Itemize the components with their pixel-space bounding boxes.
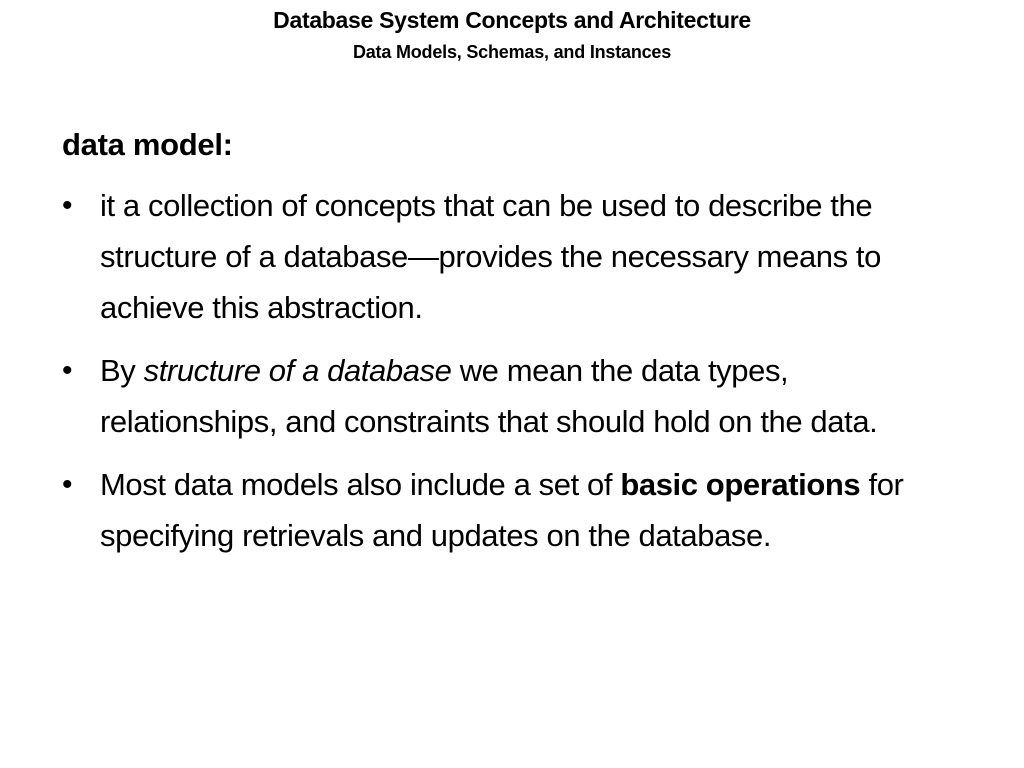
bullet-icon: •: [62, 468, 73, 501]
slide-subtitle: Data Models, Schemas, and Instances: [352, 42, 672, 62]
bullet-icon: •: [62, 354, 73, 387]
slide-header: [0, 6, 1024, 64]
bullet-item-3: [62, 459, 962, 561]
bullet-text-suffix: we mean the data types, relationships, and constraints that should hold on the data.: [100, 353, 878, 439]
bullet-text-emphasis: structure of a database: [143, 353, 452, 388]
bullet-text-prefix: Most data models also include a set of: [100, 467, 621, 502]
bullet-icon: •: [62, 189, 73, 222]
slide-title: Database System Concepts and Architecture: [273, 7, 751, 33]
bullet-text-strong: basic operations: [620, 467, 861, 502]
slide-content: [62, 124, 962, 573]
bullet-text-prefix: By: [100, 353, 144, 388]
bullet-item-2: [62, 345, 962, 447]
lead-heading: data model:: [62, 127, 233, 162]
bullet-list: [62, 180, 962, 561]
bullet-text-suffix: for specifying retrievals and updates on the database.: [100, 467, 904, 553]
bullet-text: it a collection of concepts that can be used to describe the structure of a database—provides the necessary means to achieve this abstraction.: [100, 188, 881, 325]
bullet-item-1: [62, 180, 962, 333]
